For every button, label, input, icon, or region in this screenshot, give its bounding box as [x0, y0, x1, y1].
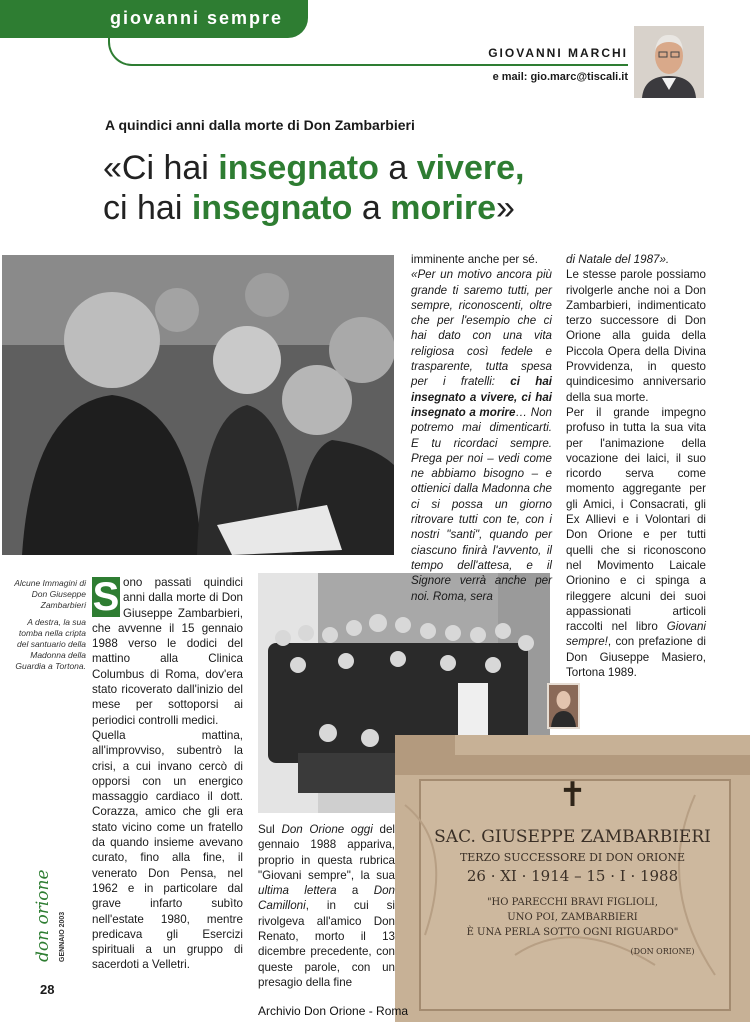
- paragraph: ono passati quindici anni dalla morte di Don Giuseppe Zambarbieri, che avvenne il 15 gennaio 1988 verso le dodici del mattino alla Clinica Columbus di Roma, dov'era stato ricoverato dall'inizio del mese per sottoporsi ai periodici controlli medici.: [92, 576, 243, 727]
- rubric-tab: [0, 0, 308, 38]
- portrait-thumbnail: [547, 683, 580, 729]
- article-headline: «Ci hai insegnato a vivere, ci hai insegnato a morire»: [103, 149, 525, 227]
- tomb-quote-2: UNO POI, ZAMBARBIERI: [507, 912, 638, 923]
- tomb-quote-source: (DON ORIONE): [630, 947, 695, 956]
- tomb-name: SAC. GIUSEPPE ZAMBARBIERI: [434, 827, 711, 847]
- tomb-title: TERZO SUCCESSORE DI DON ORIONE: [459, 851, 686, 864]
- article-kicker: A quindici anni dalla morte di Don Zambarbieri: [105, 117, 415, 133]
- paragraph: Le stesse parole possiamo rivolgerle anche noi a Don Zambarbieri, indimenticato terzo successore di Don Orione alla guida della Piccola Opera della Divina Provvidenza, in questo quindicesimo anniversario della sua morte.: [566, 268, 706, 404]
- rubric-title: giovanni sempre: [110, 8, 284, 28]
- tomb-quote-1: "HO PARECCHI BRAVI FIGLIOLI,: [486, 897, 659, 908]
- author-email[interactable]: e mail: gio.marc@tiscali.it: [492, 71, 628, 83]
- tomb-quote-3: È UNA PERLA SOTTO OGNI RIGUARDO": [466, 927, 679, 938]
- photo-priest-with-boys: [2, 255, 394, 555]
- author-name: GIOVANNI MARCHI: [488, 46, 628, 60]
- paragraph: Per il grande impegno profuso in tutta la sua vita per l'animazione della vocazione dei laici, il suo ricordo serva come momento aggregante per gli Amici, i Consacrati, gli Ex Allievi e i Volontari di Don Orione e per tutti quelli che si riconoscono nel Movimento Laicale Orionino e ci spinga a rileggere alcuni dei suoi appassionati articoli raccolti nel libro Giovani sempre!, con prefazione di Don Giuseppe Masiero, Tortona 1989.: [566, 405, 706, 680]
- cross-icon: ✝: [558, 775, 587, 815]
- archive-credit: Archivio Don Orione - Roma: [258, 1004, 409, 1018]
- tomb-plaque: [395, 735, 750, 1022]
- article-column-4: [566, 252, 706, 680]
- caption-tomb: A destra, la sua tomba nella cripta del santuario della Madonna della Guardia a Tortona.: [15, 617, 86, 671]
- author-photo: [634, 26, 704, 98]
- caption-images: Alcune Immagini di Don Giuseppe Zambarbieri: [14, 578, 86, 610]
- quote-paragraph: «Per un motivo ancora più grande ti saremo tutti, per sempre, riconoscenti, oltre che per l'esempio che ci hai dato con una vita religiosa così fedele e trasparente, tutta spesa per i fratelli: ci hai insegnato a vivere, ci hai insegnato a morire… Non potremo mai dimenticarti. E tu ricordaci sempre. Prega per noi – vedi come ne abbiamo bisogno – e ottienici dalla Madonna che ci si possa un giorno ritrovare tutti con te, con i nostri "santi", quando per ciascuno finirà l'avvento, il tempo dell'attesa, e il Signore verrà anche per noi. Roma, sera: [411, 268, 552, 603]
- article-column-3: [411, 252, 552, 604]
- magazine-issue: GENNAIO 2003: [59, 911, 66, 962]
- page-number: 28: [40, 982, 55, 997]
- magazine-logo: [28, 870, 68, 964]
- article-column-1: [92, 575, 243, 973]
- quote-end: di Natale del 1987».: [566, 253, 670, 266]
- article-column-2: [258, 822, 395, 990]
- magazine-name: don orione oggi: [33, 870, 53, 962]
- paragraph: Sul Don Orione oggi del gennaio 1988 appariva, proprio in questa rubrica "Giovani sempre", la sua ultima lettera a Don Camilloni, in cui si rivolgeva all'amico Don Renato, morto il 13 dicembre precedente, con queste parole, con un presagio della fine: [258, 823, 396, 989]
- paragraph: Quella mattina, all'improvviso, subentrò la crisi, a cui invano cercò di opporsi con un energico massaggio cardiaco il dott. Corazza, amico che gli era stato vicino come un fratello da quando insieme avevano curato, fino alla fine, il venerato Don Pensa, nel 1962 e in particolare dal grave infarto subìto nell'estate 1980, mentre predicava gli Esercizi spirituali a un gruppo di sacerdoti a Velletri.: [92, 728, 243, 972]
- drop-cap: S: [92, 575, 120, 619]
- tomb-dates: 26 · XI · 1914 – 15 · I · 1988: [466, 867, 679, 885]
- paragraph: imminente anche per sé.: [411, 253, 538, 266]
